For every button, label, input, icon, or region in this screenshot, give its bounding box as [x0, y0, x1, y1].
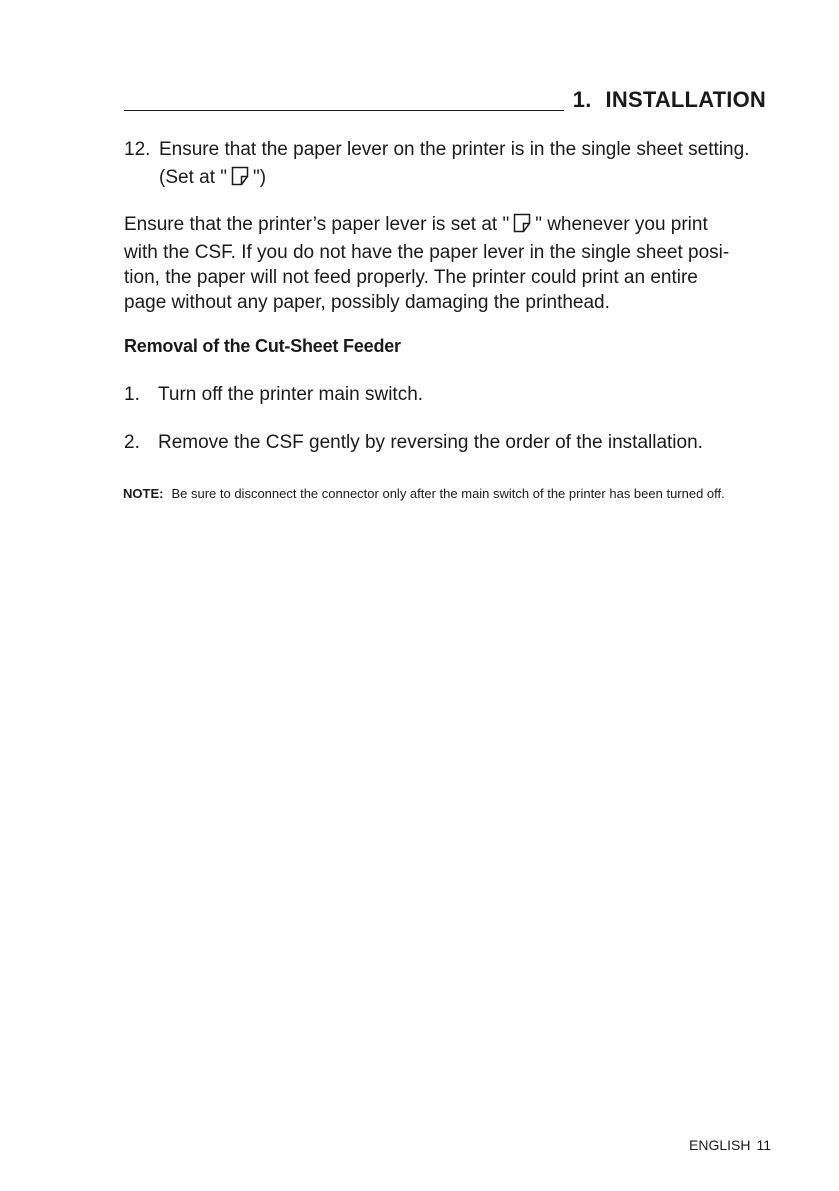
step-12-line1 — [124, 136, 774, 164]
step-12-number: 12. — [124, 139, 151, 160]
page-footer — [689, 1137, 771, 1153]
removal-step — [124, 382, 423, 408]
note — [123, 482, 743, 505]
step-12-line2 — [124, 164, 774, 195]
page-number: 11 — [756, 1137, 772, 1153]
removal-step-number: 1. — [124, 384, 140, 405]
removal-step-number: 2. — [124, 432, 140, 453]
page-header — [124, 86, 766, 116]
single-sheet-icon — [231, 166, 249, 195]
removal-heading: Removal of the Cut-Sheet Feeder — [124, 336, 401, 356]
single-sheet-icon — [513, 213, 531, 240]
note-label: NOTE: — [123, 486, 164, 501]
step-12-text: Ensure that the paper lever on the printer is in the single sheet setting. — [159, 139, 750, 160]
paper-lever-warning — [124, 212, 744, 315]
removal-step-text: Remove the CSF gently by reversing the order of the installation. — [158, 432, 703, 453]
removal-step — [124, 430, 703, 456]
step-12 — [124, 136, 774, 195]
step-12-close: ") — [253, 167, 267, 188]
section-name: INSTALLATION — [605, 87, 766, 112]
step-12-set-at: (Set at " — [159, 167, 227, 188]
warning-text-start: Ensure that the printer’s paper lever is set at " — [124, 214, 510, 235]
section-number: 1. — [572, 87, 592, 112]
footer-language: ENGLISH — [689, 1137, 751, 1153]
warning-text-end: " whenever you print with the CSF. If you do not have the paper lever in the single sheet posi-tion, the paper will not feed properly. The printer could print an entire page without any paper, possibly damaging the printhead. — [124, 214, 730, 313]
section-title — [573, 87, 766, 113]
removal-step-text: Turn off the printer main switch. — [158, 384, 424, 405]
note-text: Be sure to disconnect the connector only after the main switch of the printer has been turned off. — [171, 486, 725, 501]
header-rule — [124, 110, 564, 111]
